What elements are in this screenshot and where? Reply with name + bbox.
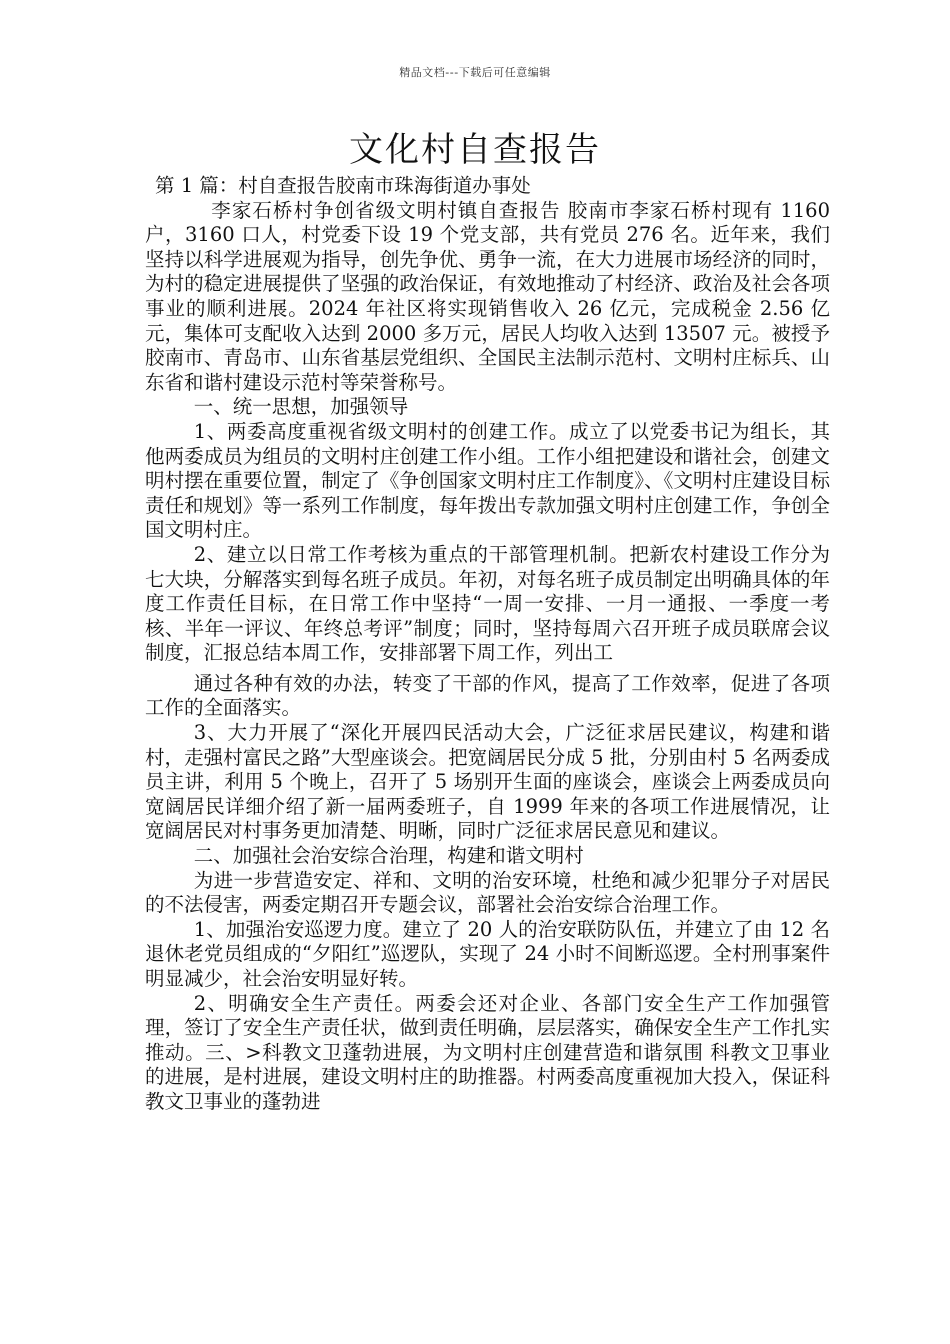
paragraph-section-2-intro: 为进一步营造安定、祥和、文明的治安环境，杜绝和减少犯罪分子对居民的不法侵害，两委定期召开专题会议，部署社会治安综合治理工作。 [145,868,830,917]
document-body [145,174,830,1115]
document-title: 文化村自查报告 [349,130,601,170]
paragraph-section-2-item-2: 2、明确安全生产责任。两委会还对企业、各部门安全生产工作加强管理，签订了安全生产责任状，做到责任明确，层层落实，确保安全生产工作扎实推动。三、>科教文卫蓬勃进展，为文明村庄创建营造和谐氛围 科教文卫事业的进展，是村进展，建设文明村庄的助推器。村两委高度重视加大投入，保证科教文卫事业的蓬勃进 [145,991,830,1113]
document-subtitle: 第 1 篇：村自查报告胶南市珠海街道办事处 [155,174,531,197]
paragraph-item-2: 2、建立以日常工作考核为重点的干部管理机制。把新农村建设工作分为七大块，分解落实到每名班子成员。年初，对每名班子成员制定出明确具体的年度工作责任目标，在日常工作中坚持“一周一安排、一月一通报、一季度一考核、半年一评议、年终总考评”制度；同时，坚持每周六召开班子成员联席会议制度，汇报总结本周工作，安排部署下周工作，列出工 [145,542,830,665]
section-heading-1: 一、统一思想，加强领导 [193,395,409,419]
paragraph-item-1: 1、两委高度重视省级文明村的创建工作。成立了以党委书记为组长，其他两委成员为组员的文明村庄创建工作小组。工作小组把建设和谐社会，创建文明村摆在重要位置，制定了《争创国家文明村庄工作制度》、《文明村庄建设目标责任和规划》等一系列工作制度，每年拨出专款加强文明村庄创建工作，争创全国文明村庄。 [145,419,830,542]
section-heading-2: 二、加强社会治安综合治理，构建和谐文明村 [193,844,584,868]
page-header-note: 精品文档---下载后可任意编辑 [399,66,551,79]
paragraph-intro: 李家石桥村争创省级文明村镇自查报告 胶南市李家石桥村现有 1160 户，3160 口人，村党委下设 19 个党支部，共有党员 276 名。近年来，我们坚持以科学进展观为指导，创先争优、勇争一流，在大力进展市场经济的同时，为村的稳定进展提供了坚强的政治保证，有效地推动了村经济、政治及社会各项事业的顺利进展。2024 年社区将实现销售收入 26 亿元，完成税金 2.56 亿元，集体可支配收入达到 2000 多万元，居民人均收入达到 13507 元。被授予胶南市、青岛市、山东省基层党组织、全国民主法制示范村、文明村庄标兵、山东省和谐村建设示范村等荣誉称号。 [145,198,830,394]
paragraph-item-3: 3、大力开展了“深化开展四民活动大会，广泛征求居民建议，构建和谐村，走强村富民之路”大型座谈会。把宽阔居民分成 5 批，分别由村 5 名两委成员主讲，利用 5 个晚上，召开了 5 场别开生面的座谈会，座谈会上两委成员向宽阔居民详细介绍了新一届两委班子，自 1999 年来的各项工作进展情况，让宽阔居民对村事务更加清楚、明晰，同时广泛征求居民意见和建议。 [145,721,830,843]
paragraph-section-2-item-1: 1、加强治安巡逻力度。建立了 20 人的治安联防队伍，并建立了由 12 名退休老党员组成的“夕阳红”巡逻队，实现了 24 小时不间断巡逻。全村刑事案件明显减少，社会治安明显好转。 [145,917,830,990]
paragraph-continuation: 通过各种有效的办法，转变了干部的作风，提高了工作效率，促进了各项工作的全面落实。 [145,671,830,720]
